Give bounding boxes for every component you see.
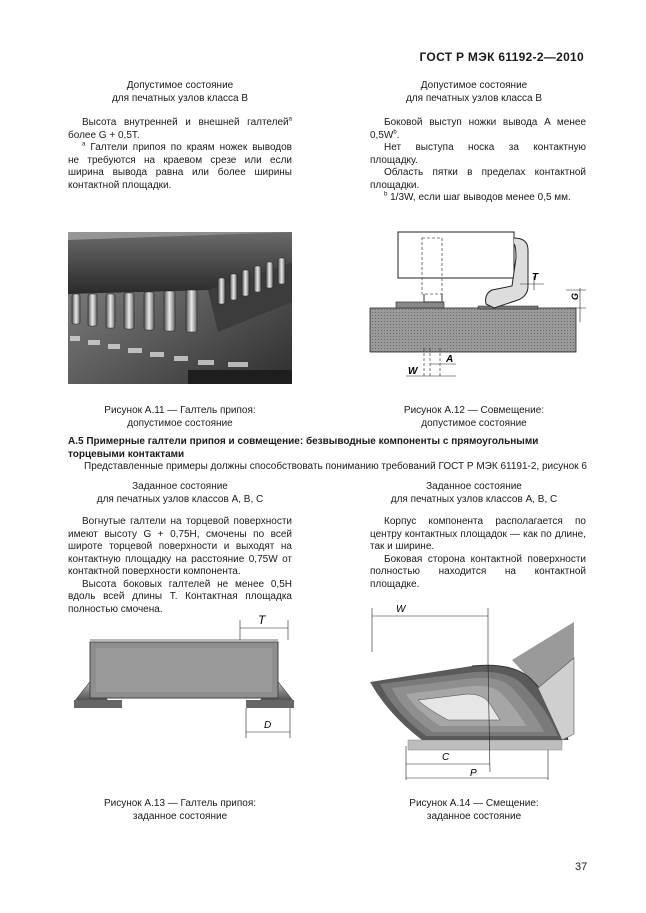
heading-line: Допустимое состояние <box>420 80 528 91</box>
document-header: ГОСТ Р МЭК 61192-2—2010 <box>419 50 584 64</box>
paragraph: Корпус компонента располагается по центру контактных площадок — как по длине, так и ширине. <box>370 516 586 552</box>
heading-line: Допустимое состояние <box>126 80 234 91</box>
section-note: Представленные примеры должны способствовать пониманию требований ГОСТ Р МЭК 61191-2, рисунок 6 <box>84 461 587 472</box>
heading-line: для печатных узлов класса В <box>405 92 543 104</box>
caption-line: заданное состояние <box>426 810 522 822</box>
figure-a11-caption <box>68 405 292 430</box>
caption-line: Рисунок А.14 — Смещение: <box>409 798 539 809</box>
figure-a11-photo <box>68 232 292 384</box>
right-bottom-text <box>370 516 586 591</box>
caption-line: допустимое состояние <box>421 417 527 429</box>
paragraph: Высота внутренней и внешней галтелей$^a$ более G + 0,5T. <box>68 116 292 141</box>
figure-a13-caption <box>68 798 292 823</box>
caption-line: заданное состояние <box>132 810 228 822</box>
left-bottom-text <box>68 516 292 616</box>
paragraph: Нет выступа носка за контактную площадку. <box>370 142 586 166</box>
left-top-text <box>68 117 292 192</box>
label-t: T <box>258 613 266 627</box>
right-bottom-heading <box>362 481 586 506</box>
caption-line: Рисунок А.12 — Совмещение: <box>403 405 545 416</box>
figure-a14-diagram <box>362 596 594 786</box>
label-c: C <box>442 752 450 763</box>
heading-line: для печатных узлов классов А, В, С <box>96 493 264 505</box>
heading-line: для печатных узлов классов А, В, С <box>390 493 558 505</box>
caption-line: допустимое состояние <box>127 417 233 429</box>
right-top-text <box>370 117 586 205</box>
heading-line: для печатных узлов класса В <box>111 92 249 104</box>
label-p: P <box>470 768 477 779</box>
paragraph: Боковой выступ ножки вывода A менее $0,5W^b$. <box>370 117 586 141</box>
footnote: $^b$ 1/3W, если шаг выводов менее 0,5 мм. <box>384 191 571 203</box>
figure-a12-diagram <box>366 228 592 388</box>
paragraph: Вогнутые галтели на торцевой поверхности имеют высоту G + 0,75H, смочены по всей широте торцевой поверхности и выходят на контактную площадку на расстояние 0,75W от контактной поверхности компонента. <box>68 516 292 577</box>
right-top-heading <box>362 80 586 105</box>
caption-line: Рисунок А.13 — Галтель припоя: <box>103 798 257 809</box>
label-t: T <box>532 272 539 283</box>
label-d: D <box>264 720 272 731</box>
paragraph: Боковая сторона контактной поверхности полностью находится на контактной площадке. <box>370 553 586 590</box>
heading-line: Заданное состояние <box>132 481 228 492</box>
caption-line: Рисунок А.11 — Галтель припоя: <box>104 405 256 416</box>
label-a: A <box>446 354 454 365</box>
paragraph: Область пятки в пределах контактной площадки. <box>370 167 586 191</box>
figure-a12-caption <box>362 405 586 430</box>
heading-line: Заданное состояние <box>426 481 522 492</box>
figure-a13-diagram <box>68 612 300 752</box>
paragraph: Высота боковых галтелей не менее 0,5H вдоль всей длины T. Контактная площадка полностью смочена. <box>68 578 292 615</box>
left-top-heading <box>68 80 292 105</box>
figure-a14-caption <box>362 798 586 823</box>
left-bottom-heading <box>68 481 292 506</box>
page-number: 37 <box>575 861 588 873</box>
label-w: W <box>408 366 418 377</box>
section-title: А.5 Примерные галтели припоя и совмещение: безвыводные компоненты с прямоугольными торцевыми контактами <box>68 436 539 460</box>
label-w: W <box>396 604 406 615</box>
footnote: $^a$ Галтели припоя по краям ножек выводов не требуются на краевом срезе или если ширина вывода равна или более ширины контактной площадки. <box>68 141 292 191</box>
label-g: G <box>570 292 580 300</box>
